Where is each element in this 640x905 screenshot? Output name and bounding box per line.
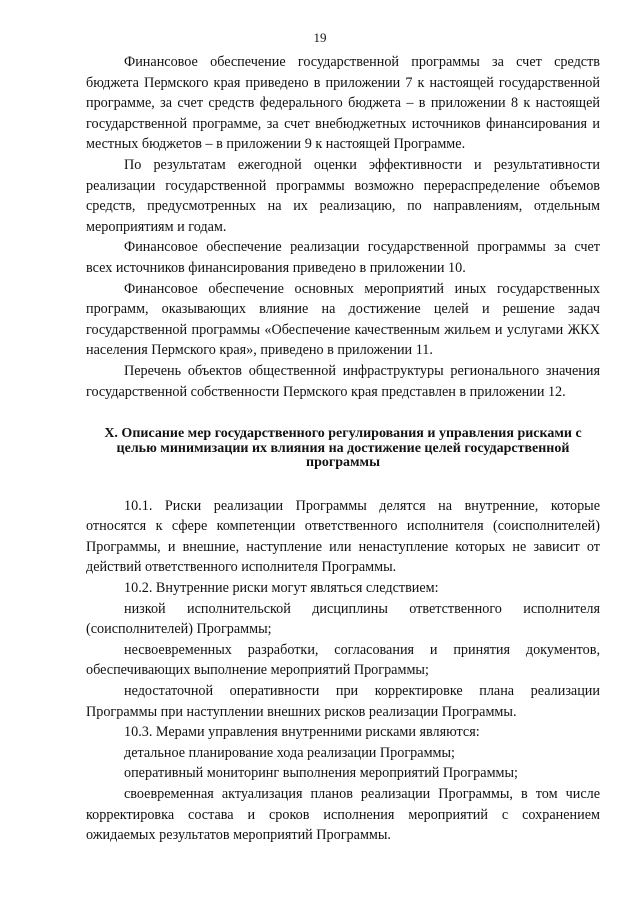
- list-item-plan-updates: своевременная актуализация планов реализации Программы, в том числе корректировка состава и сроков исполнения мероприятий с сохранением ожидаемых результатов мероприятий Программы.: [86, 785, 600, 844]
- paragraph-management-measures-intro: 10.3. Мерами управления внутренними рисками являются:: [124, 724, 480, 741]
- paragraph-risk-types: 10.1. Риски реализации Программы делятся на внутренние, которые относятся к сфере компетенции ответственного исполнителя (соисполнителей) Программы, и внешние, наступление или ненаступление которых не зависит от действий ответственного исполнителя Программы.: [86, 497, 600, 576]
- page-content: [86, 52, 600, 846]
- paragraph-infrastructure-list: Перечень объектов общественной инфраструктуры регионального значения государственной собственности Пермского края представлен в приложении 12.: [86, 362, 600, 400]
- section-heading: X. Описание мер государственного регулирования и управления рисками с целью минимизации их влияния на достижение целей государственной программы: [104, 426, 582, 471]
- paragraph-other-programs: Финансовое обеспечение основных мероприятий иных государственных программ, оказывающих влияние на достижение целей и решение задач государственной программы «Обеспечение качественным жильем и услугами ЖКХ населения Пермского края», приведено в приложении 11.: [86, 280, 600, 359]
- list-item-untimely-documents: несвоевременных разработки, согласования и принятия документов, обеспечивающих выполнение мероприятий Программы;: [86, 641, 600, 679]
- list-item-detailed-planning: детальное планирование хода реализации Программы;: [124, 744, 456, 761]
- paragraph-internal-risks-intro: 10.2. Внутренние риски могут являться следствием:: [124, 579, 439, 596]
- paragraph-financing-sources: Финансовое обеспечение государственной программы за счет средств бюджета Пермского края приведено в приложении 7 к настоящей государственной программе, за счет средств федерального бюджета – в приложении 8 к настоящей государственной программе, за счет внебюджетных источников финансирования и местных бюджетов – в приложении 9 к настоящей Программе.: [86, 54, 600, 153]
- page-number: 19: [313, 30, 327, 45]
- list-item-insufficient-efficiency: недостаточной оперативности при корректировке плана реализации Программы при наступлении внешних рисков реализации Программы.: [86, 682, 600, 720]
- list-item-monitoring: оперативный мониторинг выполнения мероприятий Программы;: [124, 765, 519, 782]
- paragraph-redistribution: По результатам ежегодной оценки эффективности и результативности реализации государственной программы возможно перераспределение объемов средств, предусмотренных на их реализацию, по направлениям, отдельным мероприятиям и годам.: [86, 156, 600, 235]
- paragraph-financing-all-sources: Финансовое обеспечение реализации государственной программы за счет всех источников финансирования приведено в приложении 10.: [86, 239, 600, 276]
- list-item-low-discipline: низкой исполнительской дисциплины ответственного исполнителя (соисполнителей) Программы;: [86, 600, 600, 638]
